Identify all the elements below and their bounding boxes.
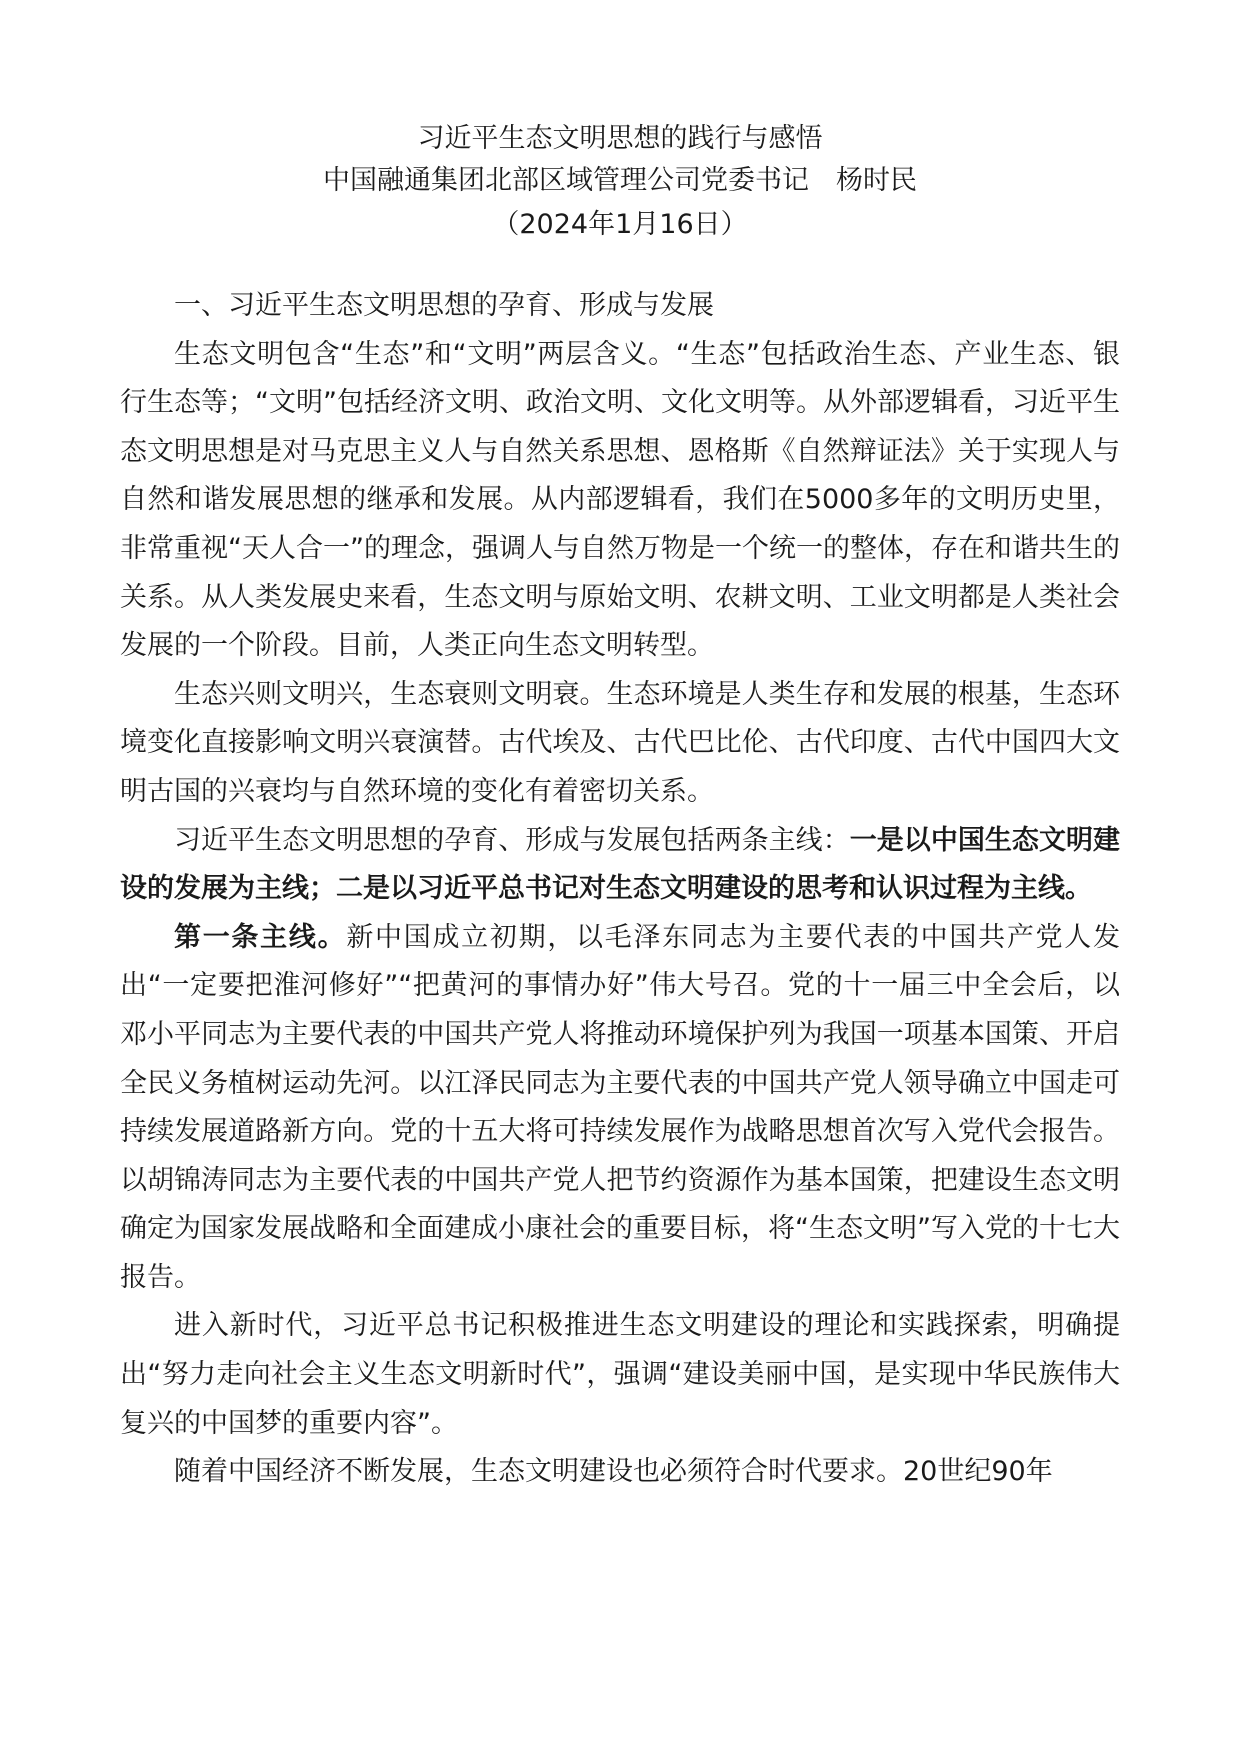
- paragraph-5: 进入新时代，习近平总书记积极推进生态文明建设的理论和实践探索，明确提出“努力走向社会主义生态文明新时代”，强调“建设美丽中国，是实现中华民族伟大复兴的中国梦的重要内容”。: [120, 1310, 1120, 1439]
- paragraph-3-lead: 习近平生态文明思想的孕育、形成与发展包括两条主线：: [174, 824, 850, 856]
- paragraph-4-bold: 第一条主线。: [174, 921, 347, 953]
- document-title: 习近平生态文明思想的践行与感悟: [417, 123, 823, 154]
- paragraph-4-rest: 新中国成立初期，以毛泽东同志为主要代表的中国共产党人发出“一定要把淮河修好”“把黄河的事情办好”伟大号召。党的十一届三中全会后，以邓小平同志为主要代表的中国共产党人将推动环境保护列为我国一项基本国策、开启全民义务植树运动先河。以江泽民同志为主要代表的中国共产党人领导确立中国走可持续发展道路新方向。党的十五大将可持续发展作为战略思想首次写入党代会报告。以胡锦涛同志为主要代表的中国共产党人把节约资源作为基本国策，把建设生态文明确定为国家发展战略和全面建成小康社会的重要目标，将“生态文明”写入党的十七大报告。: [120, 921, 1120, 1293]
- section-heading: 一、习近平生态文明思想的孕育、形成与发展: [174, 290, 714, 321]
- paragraph-4: [120, 914, 1120, 1303]
- paragraph-1: 生态文明包含“生态”和“文明”两层含义。“生态”包括政治生态、产业生态、银行生态等；“文明”包括经济文明、政治文明、文化文明等。从外部逻辑看，习近平生态文明思想是对马克思主义人与自然关系思想、恩格斯《自然辩证法》关于实现人与自然和谐发展思想的继承和发展。从内部逻辑看，我们在5000多年的文明历史里，非常重视“天人合一”的理念，强调人与自然万物是一个统一的整体，存在和谐共生的关系。从人类发展史来看，生态文明与原始文明、农耕文明、工业文明都是人类社会发展的一个阶段。目前，人类正向生态文明转型。: [120, 338, 1120, 662]
- paragraph-3-bold: 一是以中国生态文明建设的发展为主线；二是以习近平总书记对生态文明建设的思考和认识过程为主线。: [120, 824, 1120, 905]
- document-page: [120, 118, 1120, 1497]
- document-body: [120, 282, 1120, 1497]
- paragraph-2: 生态兴则文明兴，生态衰则文明衰。生态环境是人类生存和发展的根基，生态环境变化直接影响文明兴衰演替。古代埃及、古代巴比伦、古代印度、古代中国四大文明古国的兴衰均与自然环境的变化有着密切关系。: [120, 678, 1120, 807]
- author-line: 中国融通集团北部区域管理公司党委书记 杨时民: [323, 165, 917, 196]
- document-date: （2024年1月16日）: [492, 209, 748, 240]
- document-header: [120, 118, 1120, 246]
- paragraph-3: [120, 817, 1120, 914]
- paragraph-6: 随着中国经济不断发展，生态文明建设也必须符合时代要求。20世纪90年: [174, 1456, 1053, 1488]
